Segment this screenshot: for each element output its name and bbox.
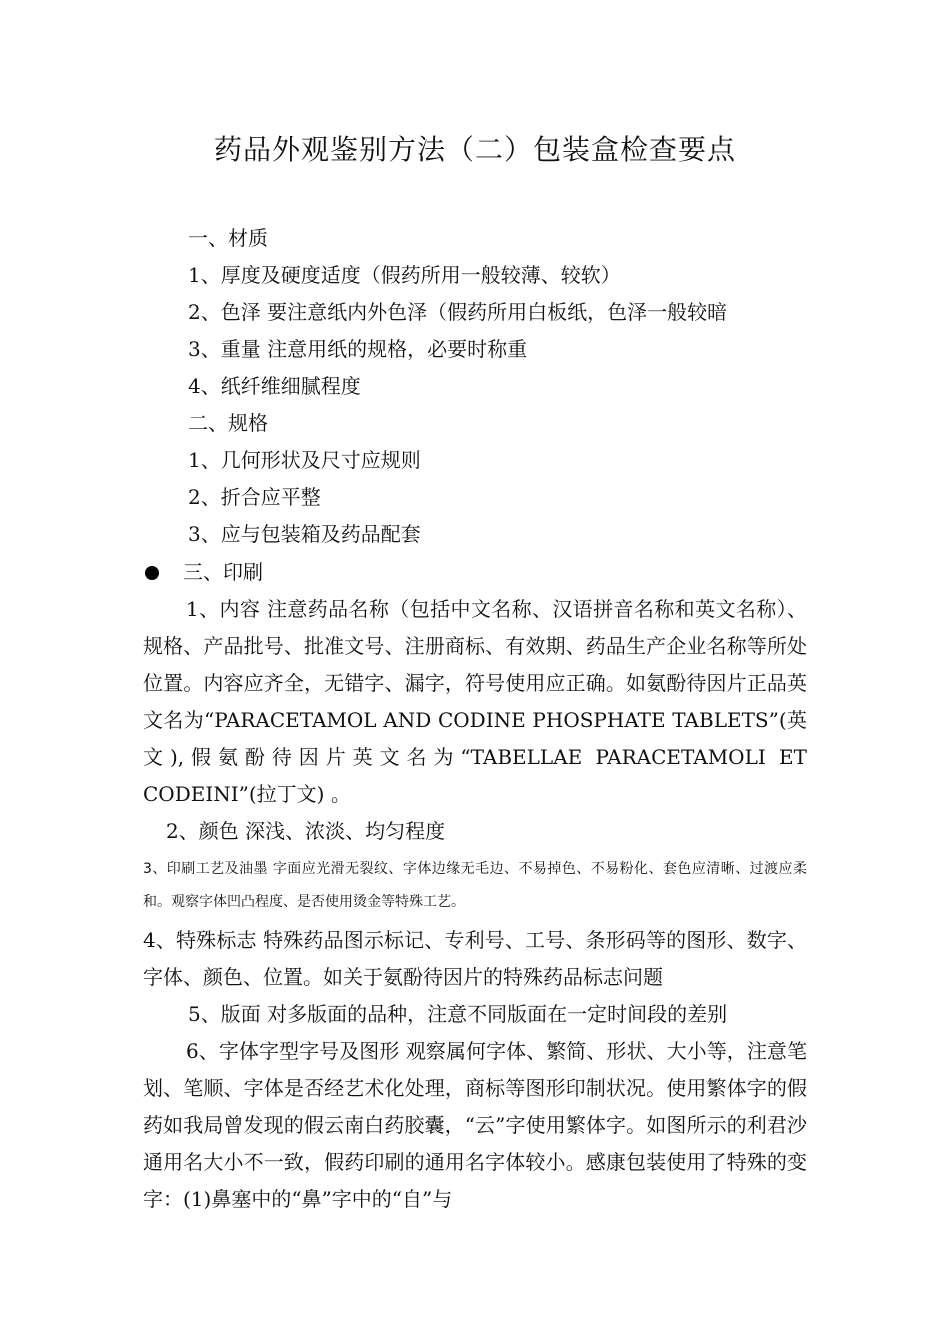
section-2-item-3: 3、应与包装箱及药品配套 [188, 522, 421, 546]
section-1-item-3: 3、重量 注意用纸的规格，必要时称重 [188, 337, 528, 361]
document-title: 药品外观鉴别方法（二）包装盒检查要点 [213, 133, 736, 166]
bullet-icon [145, 566, 159, 580]
section-2-item-2: 2、折合应平整 [188, 485, 321, 509]
section-1-heading: 一、材质 [188, 226, 268, 250]
section-2-item-1: 1、几何形状及尺寸应规则 [188, 448, 421, 472]
section-3-item-3: 3、印刷工艺及油墨 字面应光滑无裂纹、字体边缘无毛边、不易掉色、不易粉化、套色应清晰、过渡应柔和。观察字体凹凸程度、是否使用烫金等特殊工艺。 [143, 861, 807, 910]
section-1-item-1: 1、厚度及硬度适度（假药所用一般较薄、较软） [188, 263, 621, 287]
section-3-item-4: 4、特殊标志 特殊药品图示标记、专利号、工号、条形码等的图形、数字、字体、颜色、位置。如关于氨酚待因片的特殊药品标志问题 [143, 928, 807, 989]
section-3-item-5: 5、版面 对多版面的品种，注意不同版面在一定时间段的差别 [188, 1002, 728, 1026]
section-1-item-4: 4、纸纤维细腻程度 [188, 374, 361, 398]
section-3-heading: 三、印刷 [183, 560, 263, 584]
section-3-item-1: 1、内容 注意药品名称（包括中文名称、汉语拼音名称和英文名称）、规格、产品批号、批准文号、注册商标、有效期、药品生产企业名称等所处位置。内容应齐全，无错字、漏字，符号使用应正确。如氨酚待因片正品英文名为“PARACETAMOL AND CODINE PHOSPHATE TABLETS”(英文),假氨酚待因片英文名为“TABELLAE PARACETAMOLI ET CODEINI”(拉丁文) 。 [143, 597, 807, 806]
section-1-item-2: 2、色泽 要注意纸内外色泽（假药所用白板纸，色泽一般较暗 [188, 300, 728, 324]
section-2-heading: 二、规格 [188, 411, 268, 435]
section-3-item-2: 2、颜色 深浅、浓淡、均匀程度 [166, 819, 446, 843]
section-3-item-6: 6、字体字型字号及图形 观察属何字体、繁简、形状、大小等，注意笔划、笔顺、字体是否经艺术化处理，商标等图形印制状况。使用繁体字的假药如我局曾发现的假云南白药胶囊，“云”字使用繁体字。如图所示的利君沙通用名大小不一致，假药印刷的通用名字体较小。感康包装使用了特殊的变字：(1)鼻塞中的“鼻”字中的“自”与 [143, 1039, 807, 1211]
